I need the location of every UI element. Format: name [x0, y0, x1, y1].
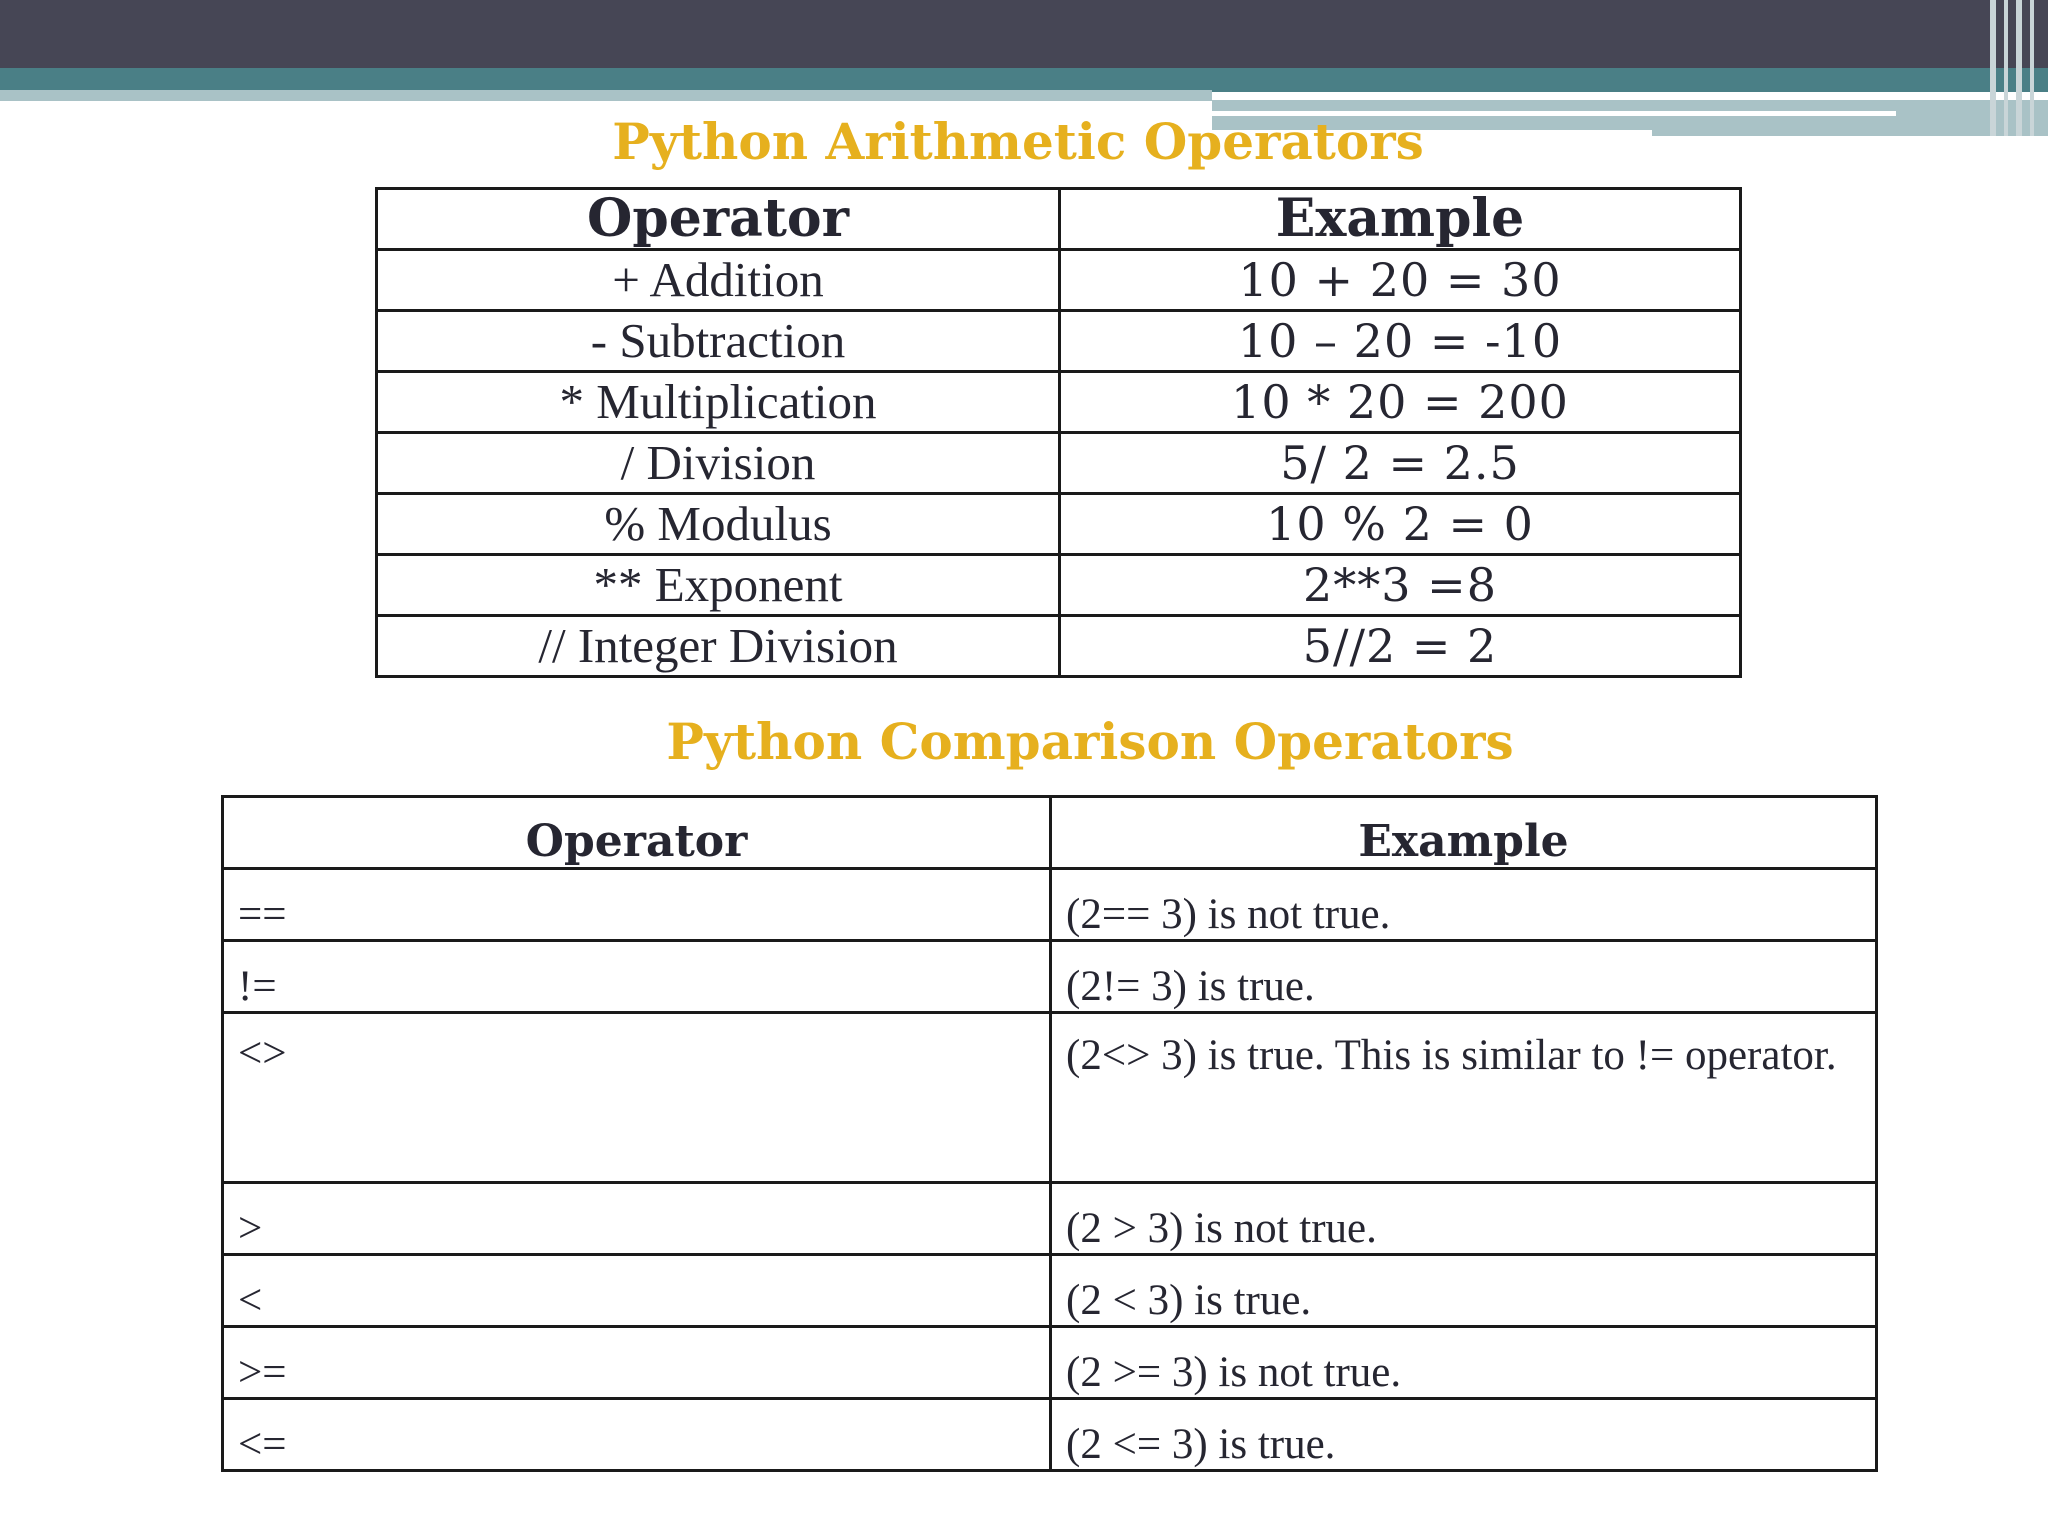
operator-cell: <>	[223, 1013, 1051, 1183]
operator-cell: % Modulus	[377, 494, 1060, 555]
operator-cell: - Subtraction	[377, 311, 1060, 372]
table-row	[377, 311, 1741, 372]
example-cell: 5//2 = 2	[1060, 616, 1741, 677]
table-row	[377, 372, 1741, 433]
operator-cell: !=	[223, 941, 1051, 1013]
table-row	[223, 869, 1877, 941]
table-row	[377, 250, 1741, 311]
operator-cell: >=	[223, 1327, 1051, 1399]
table-row	[223, 1013, 1877, 1183]
operator-cell: / Division	[377, 433, 1060, 494]
example-cell: 10 % 2 = 0	[1060, 494, 1741, 555]
operator-cell: ==	[223, 869, 1051, 941]
example-cell: 10 + 20 = 30	[1060, 250, 1741, 311]
header-band-dark	[0, 0, 2048, 68]
example-cell: (2 < 3) is true.	[1051, 1255, 1877, 1327]
example-cell: 2**3 =8	[1060, 555, 1741, 616]
comparison-title: Python Comparison Operators	[666, 712, 1514, 771]
operator-cell: <=	[223, 1399, 1051, 1471]
header-example: Example	[1051, 797, 1877, 869]
example-cell: (2 >= 3) is not true.	[1051, 1327, 1877, 1399]
table-row	[223, 1255, 1877, 1327]
operator-cell: ** Exponent	[377, 555, 1060, 616]
table-row	[223, 941, 1877, 1013]
header-operator: Operator	[377, 189, 1060, 250]
table-header-row	[223, 797, 1877, 869]
operator-cell: <	[223, 1255, 1051, 1327]
operator-cell: >	[223, 1183, 1051, 1255]
example-cell: (2== 3) is not true.	[1051, 869, 1877, 941]
header-band-light-left	[0, 90, 1212, 101]
table-row	[223, 1183, 1877, 1255]
table-row	[377, 494, 1741, 555]
example-cell: (2<> 3) is true. This is similar to != operator.	[1051, 1013, 1877, 1183]
operator-cell: * Multiplication	[377, 372, 1060, 433]
table-row	[377, 433, 1741, 494]
table-row	[223, 1327, 1877, 1399]
table-row	[377, 616, 1741, 677]
example-cell: (2!= 3) is true.	[1051, 941, 1877, 1013]
comparison-table	[221, 795, 1878, 1472]
example-cell: 10 * 20 = 200	[1060, 372, 1741, 433]
table-row	[223, 1399, 1877, 1471]
operator-cell: // Integer Division	[377, 616, 1060, 677]
table-row	[377, 555, 1741, 616]
example-cell: (2 > 3) is not true.	[1051, 1183, 1877, 1255]
operator-cell: + Addition	[377, 250, 1060, 311]
table-header-row	[377, 189, 1741, 250]
header-example: Example	[1060, 189, 1741, 250]
example-cell: 5/ 2 = 2.5	[1060, 433, 1741, 494]
arithmetic-title: Python Arithmetic Operators	[612, 112, 1424, 171]
header-band-teal	[0, 68, 2048, 92]
example-cell: (2 <= 3) is true.	[1051, 1399, 1877, 1471]
arithmetic-table	[375, 187, 1742, 678]
example-cell: 10 – 20 = -10	[1060, 311, 1741, 372]
header-operator: Operator	[223, 797, 1051, 869]
